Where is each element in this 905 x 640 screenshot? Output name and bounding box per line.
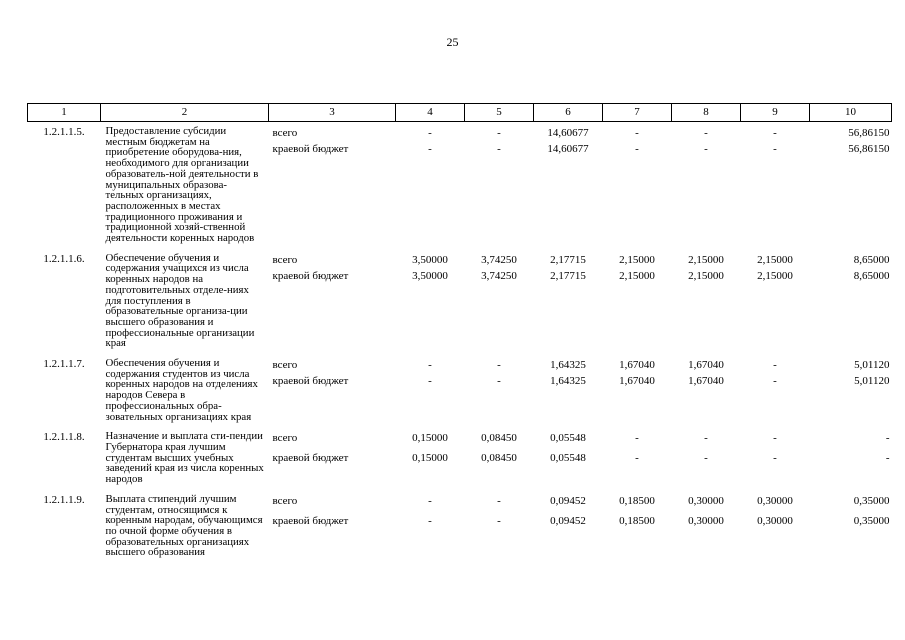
value-cell-8: [672, 490, 741, 563]
source-regional-budget: краевой бюджет: [272, 143, 349, 155]
column-header: 3: [269, 104, 396, 122]
row-description: Предоставление субсидии местным бюджетам на приобретение оборудова-ния, необходимого для организации образователь-ной деятельности в муниципальных образова-тельных организациях, расположенных в местах традиционного проживания и традиционной хозяй-ственной деятельности коренных народов: [105, 125, 259, 245]
value-cell-6: [534, 249, 603, 354]
amount-value: 3,74250: [481, 269, 517, 282]
amount-value: -: [497, 143, 501, 155]
funding-source-cell: [269, 427, 396, 490]
amount-value: 1,67040: [688, 359, 724, 372]
row-description: Обеспечения обучения и содержания студентов из числа коренных народов на отделениях народов Севера в профессиональных обра-зовательных организациях края: [105, 357, 258, 423]
value-cell-10: [810, 122, 892, 249]
row-code: 1.2.1.1.7.: [43, 358, 85, 371]
value-cell-8: [672, 354, 741, 427]
amount-value: 2,15000: [757, 253, 793, 266]
value-cell-5: [465, 122, 534, 249]
value-cell-10: [810, 354, 892, 427]
source-regional-budget: краевой бюджет: [272, 452, 349, 465]
amount-value: -: [428, 143, 432, 155]
amount-value: -: [428, 494, 432, 507]
value-cell-10: [810, 427, 892, 490]
source-regional-budget: краевой бюджет: [272, 514, 349, 527]
amount-value: 1,67040: [619, 359, 655, 372]
value-cell-9: [741, 427, 810, 490]
funding-source-cell: [269, 122, 396, 249]
column-header: 7: [603, 104, 672, 122]
column-header: 4: [396, 104, 465, 122]
row-description: Выплата стипендий лучшим студентам, относящимся к коренным народам, обучающимся по очной форме обучения в образовательных организациях высшего образования: [105, 492, 263, 559]
value-cell-7: [603, 354, 672, 427]
value-cell-6: [534, 490, 603, 563]
row-code: 1.2.1.1.9.: [43, 493, 85, 506]
amount-value: 3,50000: [412, 253, 448, 266]
amount-value: -: [773, 127, 777, 139]
amount-value: 2,15000: [619, 269, 655, 282]
value-cell-8: [672, 427, 741, 490]
amount-value: 0,08450: [481, 452, 517, 465]
amount-value: 2,17715: [550, 269, 586, 282]
table-row: [28, 249, 892, 354]
amount-value: 5,01120: [854, 375, 890, 388]
budget-table: [27, 103, 892, 563]
amount-value: 14,60677: [547, 143, 589, 155]
amount-value: -: [497, 514, 501, 527]
funding-source-cell: [269, 249, 396, 354]
column-header: 9: [741, 104, 810, 122]
source-total: всего: [272, 432, 298, 445]
row-code: 1.2.1.1.6.: [43, 252, 85, 265]
amount-value: 1,67040: [688, 375, 724, 388]
value-cell-10: [810, 490, 892, 563]
value-cell-8: [672, 122, 741, 249]
amount-value: 2,15000: [688, 269, 724, 282]
source-regional-budget: краевой бюджет: [272, 269, 349, 282]
source-total: всего: [272, 359, 298, 372]
row-description: Назначение и выплата сти-пендии Губернатора края лучшим студентам высших учебных заведений края из числа коренных народов: [105, 430, 264, 486]
amount-value: 0,08450: [481, 432, 517, 445]
value-cell-4: [396, 249, 465, 354]
page-number: 25: [446, 35, 459, 49]
amount-value: -: [704, 127, 708, 139]
value-cell-7: [603, 490, 672, 563]
amount-value: -: [773, 432, 777, 445]
table-row: [28, 427, 892, 490]
amount-value: -: [428, 127, 432, 139]
value-cell-7: [603, 122, 672, 249]
header-row: [28, 104, 892, 122]
funding-source-cell: [269, 354, 396, 427]
amount-value: -: [497, 359, 501, 372]
column-header: 5: [465, 104, 534, 122]
amount-value: -: [704, 143, 708, 155]
value-cell-7: [603, 427, 672, 490]
amount-value: -: [635, 452, 639, 465]
funding-source-cell: [269, 490, 396, 563]
amount-value: 0,05548: [550, 452, 586, 465]
amount-value: 14,60677: [547, 127, 589, 139]
row-code: 1.2.1.1.8.: [43, 431, 85, 444]
amount-value: -: [497, 127, 501, 139]
value-cell-9: [741, 490, 810, 563]
amount-value: 2,15000: [619, 253, 655, 266]
amount-value: 2,15000: [688, 253, 724, 266]
amount-value: 2,15000: [757, 269, 793, 282]
value-cell-8: [672, 249, 741, 354]
amount-value: 0,18500: [619, 514, 655, 527]
amount-value: -: [497, 494, 501, 507]
amount-value: 0,35000: [853, 514, 890, 527]
row-code: 1.2.1.1.5.: [43, 126, 85, 138]
amount-value: 0,30000: [757, 494, 793, 507]
value-cell-9: [741, 354, 810, 427]
column-header: 8: [672, 104, 741, 122]
column-header: 2: [101, 104, 269, 122]
table-row: [28, 122, 892, 249]
amount-value: 0,15000: [412, 432, 448, 445]
amount-value: 8,65000: [853, 269, 890, 282]
amount-value: -: [773, 452, 777, 465]
amount-value: -: [773, 359, 777, 372]
source-total: всего: [272, 494, 298, 507]
amount-value: 56,86150: [848, 127, 890, 139]
value-cell-10: [810, 249, 892, 354]
value-cell-9: [741, 122, 810, 249]
value-cell-4: [396, 122, 465, 249]
amount-value: 0,35000: [853, 494, 890, 507]
amount-value: 0,09452: [550, 514, 586, 527]
amount-value: 8,65000: [853, 253, 890, 266]
amount-value: -: [704, 432, 708, 445]
value-cell-5: [465, 249, 534, 354]
value-cell-4: [396, 427, 465, 490]
amount-value: -: [635, 127, 639, 139]
source-total: всего: [272, 127, 298, 139]
table-row: [28, 354, 892, 427]
value-cell-5: [465, 490, 534, 563]
amount-value: -: [635, 143, 639, 155]
amount-value: -: [704, 452, 708, 465]
value-cell-6: [534, 427, 603, 490]
amount-value: -: [497, 375, 501, 388]
amount-value: -: [635, 432, 639, 445]
amount-value: 1,67040: [619, 375, 655, 388]
amount-value: -: [428, 514, 432, 527]
amount-value: 5,01120: [854, 359, 890, 372]
value-cell-4: [396, 490, 465, 563]
amount-value: -: [428, 375, 432, 388]
amount-value: 1,64325: [550, 375, 586, 388]
row-description: Обеспечение обучения и содержания учащихся из числа коренных народов на подготовительных отделе-ниях для поступления в образовательные организа-ции высшего образования и профессиональные организации края: [105, 251, 255, 350]
amount-value: -: [773, 375, 777, 388]
amount-value: 0,15000: [412, 452, 448, 465]
table-row: [28, 490, 892, 563]
amount-value: -: [428, 359, 432, 372]
column-header: 6: [534, 104, 603, 122]
amount-value: 0,05548: [550, 432, 586, 445]
source-regional-budget: краевой бюджет: [272, 375, 349, 388]
value-cell-6: [534, 354, 603, 427]
value-cell-7: [603, 249, 672, 354]
amount-value: 0,30000: [688, 494, 724, 507]
amount-value: 0,18500: [619, 494, 655, 507]
amount-value: -: [773, 143, 777, 155]
value-cell-6: [534, 122, 603, 249]
value-cell-5: [465, 427, 534, 490]
value-cell-4: [396, 354, 465, 427]
column-header: 10: [810, 104, 892, 122]
value-cell-9: [741, 249, 810, 354]
amount-value: 0,09452: [550, 494, 586, 507]
amount-value: 2,17715: [550, 253, 586, 266]
amount-value: 0,30000: [688, 514, 724, 527]
value-cell-5: [465, 354, 534, 427]
amount-value: -: [885, 432, 890, 445]
column-header: 1: [28, 104, 101, 122]
amount-value: 3,74250: [481, 253, 517, 266]
amount-value: 1,64325: [550, 359, 586, 372]
amount-value: 0,30000: [757, 514, 793, 527]
amount-value: 56,86150: [848, 143, 890, 155]
amount-value: 3,50000: [412, 269, 448, 282]
amount-value: -: [885, 452, 890, 465]
source-total: всего: [272, 253, 298, 266]
